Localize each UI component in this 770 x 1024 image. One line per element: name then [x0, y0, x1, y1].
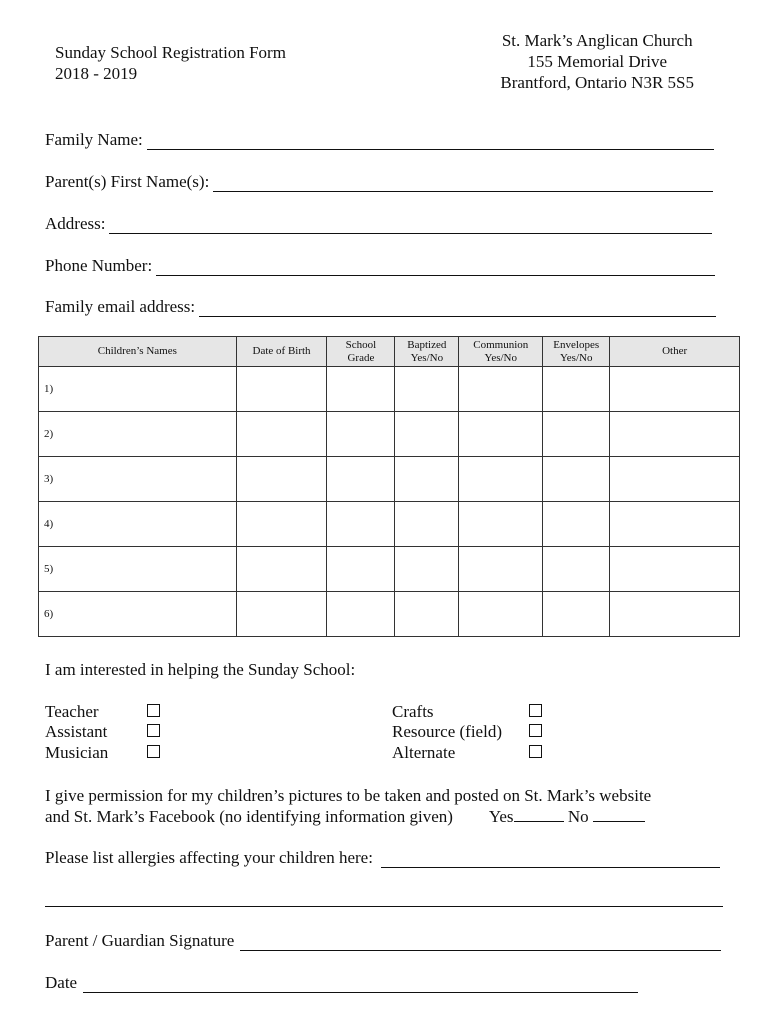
table-cell[interactable]	[236, 367, 327, 412]
table-cell[interactable]	[395, 412, 459, 457]
checkbox-icon[interactable]	[147, 704, 160, 717]
table-cell[interactable]	[459, 547, 543, 592]
form-title: Sunday School Registration Form	[55, 43, 286, 62]
email-line[interactable]	[199, 302, 716, 317]
address-line[interactable]	[109, 219, 712, 234]
checkbox-icon[interactable]	[529, 745, 542, 758]
table-row	[39, 457, 740, 502]
col-school-grade: School Grade	[327, 337, 395, 367]
help-option-resource[interactable]	[392, 721, 542, 742]
child-name-cell[interactable]: 5)	[39, 547, 237, 592]
no-blank[interactable]	[593, 807, 645, 822]
table-cell[interactable]	[236, 457, 327, 502]
table-cell[interactable]	[327, 457, 395, 502]
col-date-of-birth: Date of Birth	[236, 337, 327, 367]
checkbox-icon[interactable]	[147, 745, 160, 758]
table-cell[interactable]	[395, 592, 459, 637]
table-cell[interactable]	[543, 547, 610, 592]
form-year: 2018 - 2019	[55, 64, 138, 83]
child-name-cell[interactable]: 1)	[39, 367, 237, 412]
help-label: Alternate	[392, 743, 456, 762]
allergies-extra-line[interactable]	[45, 906, 723, 907]
table-cell[interactable]	[610, 412, 740, 457]
child-name-cell[interactable]: 2)	[39, 412, 237, 457]
table-cell[interactable]	[543, 457, 610, 502]
permission-line-2: and St. Mark’s Facebook (no identifying information given) Yes No	[45, 806, 651, 827]
table-cell[interactable]	[395, 547, 459, 592]
form-title-block	[55, 42, 286, 84]
allergies-line[interactable]	[381, 853, 720, 868]
address-label: Address:	[45, 214, 106, 233]
table-cell[interactable]	[236, 592, 327, 637]
table-cell[interactable]	[543, 367, 610, 412]
table-cell[interactable]	[610, 592, 740, 637]
table-cell[interactable]	[327, 592, 395, 637]
help-label: Musician	[45, 743, 109, 762]
help-option-teacher[interactable]	[45, 701, 160, 722]
help-option-musician[interactable]	[45, 742, 160, 763]
phone-field[interactable]	[45, 256, 715, 276]
table-cell[interactable]	[395, 502, 459, 547]
table-cell[interactable]	[395, 457, 459, 502]
table-cell[interactable]	[459, 457, 543, 502]
email-label: Family email address:	[45, 297, 196, 316]
yes-blank[interactable]	[514, 807, 564, 822]
table-row	[39, 502, 740, 547]
checkbox-icon[interactable]	[147, 724, 160, 737]
table-cell[interactable]	[543, 592, 610, 637]
church-street: 155 Memorial Drive	[527, 52, 668, 71]
table-header-row	[39, 337, 740, 367]
table-row	[39, 547, 740, 592]
table-cell[interactable]	[543, 502, 610, 547]
permission-line-1: I give permission for my children’s pictures to be taken and posted on St. Mark’s website	[45, 786, 652, 805]
help-option-alternate[interactable]	[392, 742, 542, 763]
church-name: St. Mark’s Anglican Church	[501, 31, 693, 50]
phone-label: Phone Number:	[45, 256, 153, 275]
col-communion: Communion Yes/No	[459, 337, 543, 367]
phone-line[interactable]	[156, 261, 715, 276]
table-cell[interactable]	[610, 367, 740, 412]
table-row	[39, 412, 740, 457]
help-label: Teacher	[45, 702, 99, 721]
parents-field[interactable]	[45, 172, 713, 192]
table-cell[interactable]	[610, 502, 740, 547]
date-line[interactable]	[83, 978, 638, 993]
table-cell[interactable]	[327, 367, 395, 412]
yes-label: Yes	[488, 807, 514, 826]
table-cell[interactable]	[610, 547, 740, 592]
help-label: Resource (field)	[392, 722, 502, 741]
child-name-cell[interactable]: 6)	[39, 592, 237, 637]
col-envelopes: Envelopes Yes/No	[543, 337, 610, 367]
allergies-field[interactable]	[45, 848, 720, 868]
date-label: Date	[45, 973, 78, 992]
child-name-cell[interactable]: 3)	[39, 457, 237, 502]
family-name-label: Family Name:	[45, 130, 143, 149]
table-cell[interactable]	[236, 412, 327, 457]
table-cell[interactable]	[327, 502, 395, 547]
help-label: Crafts	[392, 702, 434, 721]
parents-line[interactable]	[213, 177, 713, 192]
date-field[interactable]	[45, 973, 638, 993]
church-city: Brantford, Ontario N3R 5S5	[500, 73, 694, 92]
checkbox-icon[interactable]	[529, 704, 542, 717]
table-cell[interactable]	[327, 412, 395, 457]
table-cell[interactable]	[236, 502, 327, 547]
family-name-line[interactable]	[147, 135, 714, 150]
table-cell[interactable]	[236, 547, 327, 592]
table-cell[interactable]	[395, 367, 459, 412]
table-row	[39, 592, 740, 637]
col-baptized: Baptized Yes/No	[395, 337, 459, 367]
table-cell[interactable]	[543, 412, 610, 457]
table-cell[interactable]	[459, 592, 543, 637]
table-cell[interactable]	[459, 367, 543, 412]
children-table	[38, 336, 740, 637]
family-name-field[interactable]	[45, 130, 714, 150]
signature-label: Parent / Guardian Signature	[45, 931, 235, 950]
col-childrens-names: Children’s Names	[39, 337, 237, 367]
photo-permission	[45, 785, 651, 827]
table-row	[39, 367, 740, 412]
address-field[interactable]	[45, 214, 712, 234]
parents-label: Parent(s) First Name(s):	[45, 172, 210, 191]
col-other: Other	[610, 337, 740, 367]
checkbox-icon[interactable]	[529, 724, 542, 737]
email-field[interactable]	[45, 297, 716, 317]
no-label: No	[567, 807, 589, 826]
help-label: Assistant	[45, 722, 108, 741]
table-cell[interactable]	[459, 502, 543, 547]
helping-intro: I am interested in helping the Sunday School:	[45, 660, 356, 679]
help-option-crafts[interactable]	[392, 701, 542, 722]
church-address-block	[500, 30, 694, 93]
table-cell[interactable]	[610, 457, 740, 502]
help-option-assistant[interactable]	[45, 721, 160, 742]
table-cell[interactable]	[327, 547, 395, 592]
signature-field[interactable]	[45, 931, 721, 951]
signature-line[interactable]	[240, 936, 721, 951]
table-cell[interactable]	[459, 412, 543, 457]
child-name-cell[interactable]: 4)	[39, 502, 237, 547]
allergies-label: Please list allergies affecting your children here:	[45, 848, 373, 867]
